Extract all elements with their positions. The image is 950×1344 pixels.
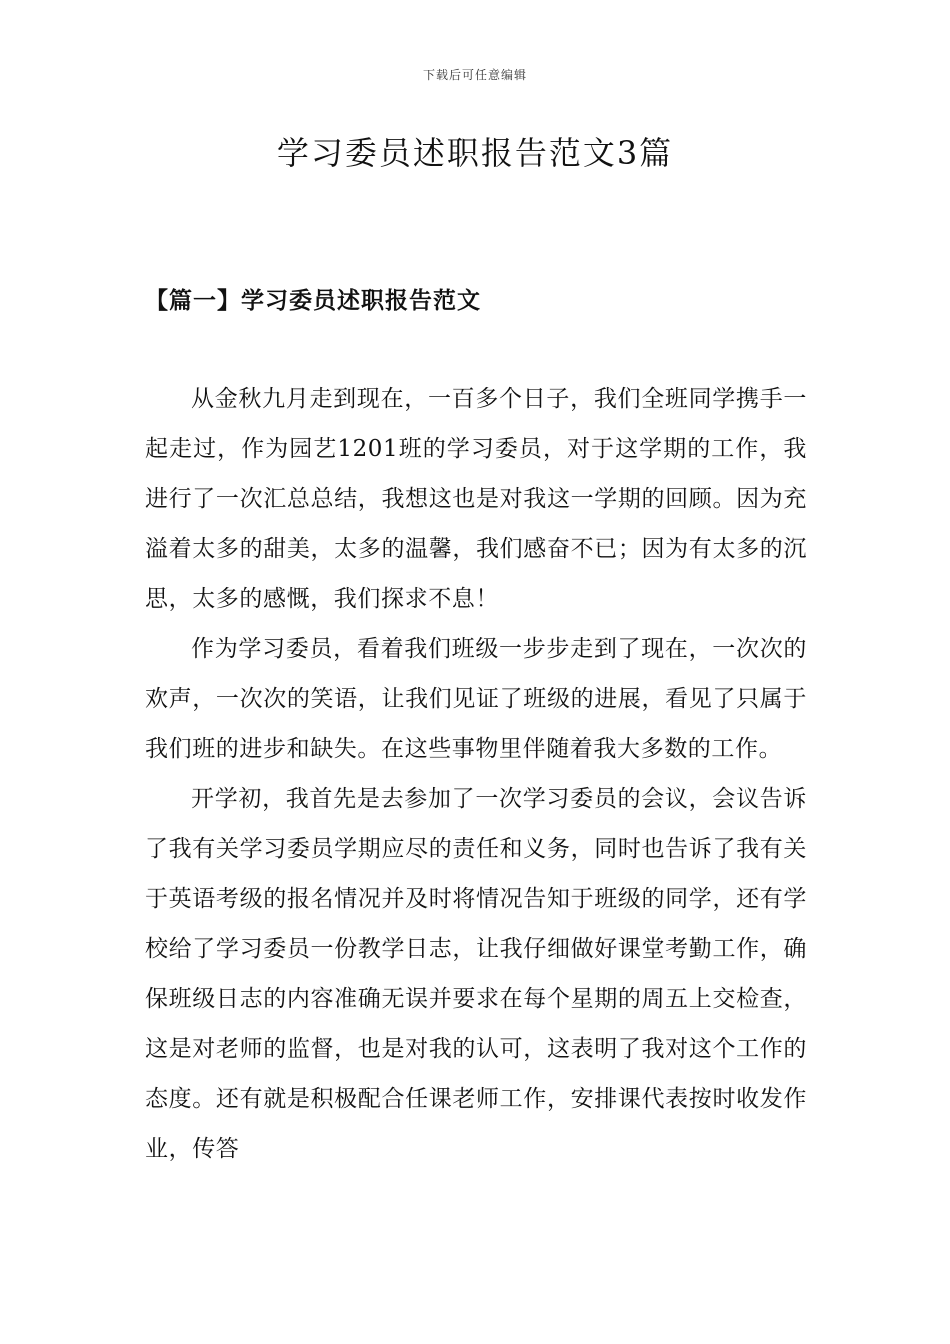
paragraph-2: 作为学习委员，看着我们班级一步步走到了现在，一次次的欢声，一次次的笑语，让我们见证了班级的进展，看见了只属于我们班的进步和缺失。在这些事物里伴随着我大多数的工作。 <box>145 636 807 762</box>
paragraph-1: 从金秋九月走到现在，一百多个日子，我们全班同学携手一起走过，作为园艺1201班的学习委员，对于这学期的工作，我进行了一次汇总总结，我想这也是对我这一学期的回顾。因为充溢着太多的甜美，太多的温馨，我们感奋不已；因为有太多的沉思，太多的感慨，我们探求不息！ <box>145 386 807 612</box>
header-note: 下载后可任意编辑 <box>422 68 527 82</box>
section-heading: 【篇一】学习委员述职报告范文 <box>145 287 481 314</box>
paragraph-3: 开学初，我首先是去参加了一次学习委员的会议，会议告诉了我有关学习委员学期应尽的责任和义务，同时也告诉了我有关于英语考级的报名情况并及时将情况告知于班级的同学，还有学校给了学习委员一份教学日志，让我仔细做好课堂考勤工作，确保班级日志的内容准确无误并要求在每个星期的周五上交检查，这是对老师的监督，也是对我的认可，这表明了我对这个工作的态度。还有就是积极配合任课老师工作，安排课代表按时收发作业，传答 <box>145 786 807 1162</box>
body-text <box>145 374 807 1174</box>
document-title: 学习委员述职报告范文3篇 <box>276 134 674 172</box>
